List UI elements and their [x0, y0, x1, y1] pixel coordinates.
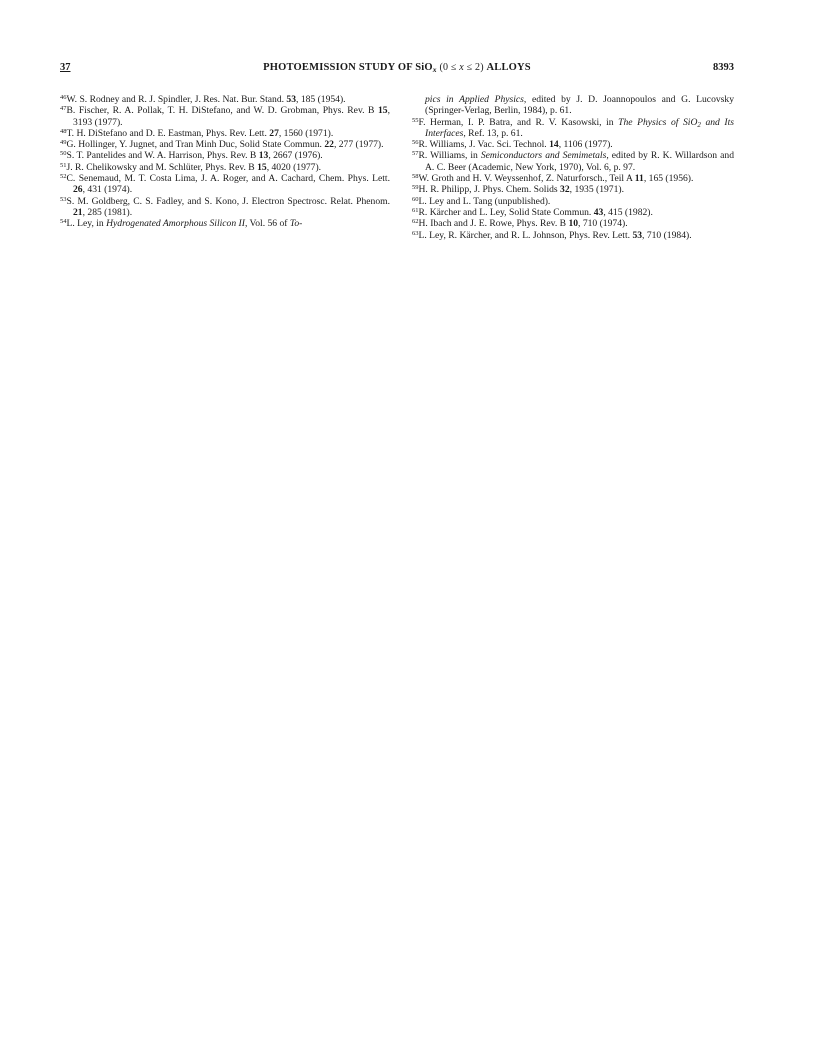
ref-text: W. Groth and H. V. Weyssenhof, Z. Naturforsch., Teil A [418, 173, 635, 185]
ref-text: L. Ley, in [66, 218, 107, 230]
ref-number: 59 [412, 184, 419, 192]
reference-54-continued [412, 94, 734, 117]
ref-text: , Ref. 13, p. 61. [463, 127, 523, 139]
ref-text: , 1106 (1977). [558, 139, 613, 151]
ref-text: , 165 (1956). [643, 173, 694, 185]
ref-text: , 185 (1954). [296, 94, 346, 105]
ref-number: 61 [412, 206, 419, 214]
title-prefix: PHOTOEMISSION STUDY OF SiO [263, 62, 433, 73]
ref-book-title-subscript: 2 [697, 120, 701, 129]
ref-text: , 1560 (1971). [278, 127, 334, 139]
reference-60 [412, 196, 734, 207]
ref-number: 55 [412, 116, 419, 124]
ref-number: 60 [412, 195, 419, 203]
reference-59 [412, 184, 734, 195]
ref-volume: 13 [258, 150, 269, 162]
ref-series-title: To- [289, 218, 303, 230]
ref-number: 52 [60, 173, 67, 181]
ref-text: L. Ley, R. Kärcher, and R. L. Johnson, Phys. Rev. Lett. [418, 229, 633, 241]
ref-volume: 11 [634, 173, 644, 185]
ref-number: 51 [60, 161, 67, 169]
title-condition [437, 62, 487, 73]
ref-number: 57 [412, 150, 419, 158]
ref-text: C. Senemaud, M. T. Costa Lima, J. A. Roger, and A. Cachard, Chem. Phys. Lett. [66, 173, 390, 185]
ref-volume: 10 [568, 218, 579, 230]
ref-volume: 22 [324, 139, 334, 151]
ref-volume: 27 [269, 127, 279, 139]
ref-book-title-part: The Physics of SiO [618, 116, 698, 128]
ref-number: 58 [412, 173, 419, 181]
ref-number: 62 [412, 218, 419, 226]
ref-volume: 14 [549, 139, 559, 151]
ref-text: R. Williams, in [418, 150, 481, 162]
reference-52 [60, 173, 390, 196]
ref-text: , 285 (1981). [82, 206, 133, 218]
reference-47 [60, 105, 390, 128]
reference-49 [60, 139, 390, 150]
ref-text: H. R. Philipp, J. Phys. Chem. Solids [418, 184, 561, 196]
ref-number: 56 [412, 139, 419, 147]
ref-book-title-part: and Its Interfaces [425, 116, 735, 139]
ref-volume: 53 [286, 94, 297, 105]
reference-50 [60, 150, 390, 161]
ref-text: S. M. Goldberg, C. S. Fadley, and S. Kono, J. Electron Spectrosc. Relat. Phenom. [66, 195, 390, 207]
running-header [60, 62, 734, 78]
ref-text: B. Fischer, R. A. Pollak, T. H. DiStefano, and W. D. Grobman, Phys. Rev. B [66, 105, 378, 117]
ref-volume: 15 [378, 105, 388, 117]
ref-text: , 415 (1982). [603, 206, 653, 218]
volume-number: 37 [60, 62, 71, 73]
ref-text: , 3193 (1977). [73, 105, 390, 128]
page-number: 8393 [713, 62, 734, 73]
ref-text: R. Kärcher and L. Ley, Solid State Commun. [418, 206, 594, 218]
ref-volume: 53 [632, 229, 643, 241]
ref-volume: 43 [593, 206, 604, 218]
ref-number: 47 [60, 105, 67, 113]
title-subscript: x [432, 65, 437, 74]
ref-text: , 277 (1977). [333, 139, 384, 151]
reference-46 [60, 94, 390, 105]
ref-text: F. Herman, I. P. Batra, and R. V. Kasowski, in [418, 116, 619, 128]
running-title [60, 62, 734, 74]
ref-volume: 15 [257, 161, 267, 173]
reference-53 [60, 196, 390, 219]
ref-text: , edited by J. D. Joannopoulos and G. Lucovsky (Springer-Verlag, Berlin, 1984), p. 61. [425, 94, 734, 117]
reference-61 [412, 207, 734, 218]
ref-text: L. Ley and L. Tang (unpublished). [418, 195, 551, 207]
ref-text: J. R. Chelikowsky and M. Schlüter, Phys. Rev. B [66, 161, 258, 173]
reference-48 [60, 128, 390, 139]
references-right-column [412, 94, 734, 241]
ref-book-title: Semiconductors and Semimetals [480, 150, 607, 162]
reference-62 [412, 218, 734, 229]
ref-series-title: pics in Applied Physics [425, 94, 524, 105]
ref-text: , 710 (1974). [578, 218, 628, 230]
ref-number: 49 [60, 139, 67, 147]
ref-number: 53 [60, 195, 67, 203]
ref-text: , 4020 (1977). [266, 161, 322, 173]
references-left-column [60, 94, 390, 230]
ref-book-title: Hydrogenated Amorphous Silicon II [106, 218, 245, 230]
reference-55 [412, 117, 734, 140]
ref-text: S. T. Pantelides and W. A. Harrison, Phys. Rev. B [66, 150, 259, 162]
ref-text: W. S. Rodney and R. J. Spindler, J. Res. Nat. Bur. Stand. [66, 94, 287, 105]
ref-number: 48 [60, 127, 67, 135]
ref-text: , 1935 (1971). [569, 184, 624, 196]
ref-number: 46 [60, 94, 67, 101]
ref-text: , Vol. 56 of [244, 218, 290, 230]
title-condition-close: ≤ 2) [463, 62, 487, 73]
title-suffix: ALLOYS [486, 62, 531, 73]
ref-number: 63 [412, 229, 419, 237]
reference-56 [412, 139, 734, 150]
title-condition-open: (0 ≤ [436, 62, 460, 73]
ref-text: , 710 (1984). [642, 229, 692, 241]
reference-63 [412, 230, 734, 241]
ref-text: T. H. DiStefano and D. E. Eastman, Phys. Rev. Lett. [66, 127, 270, 139]
ref-text: R. Williams, J. Vac. Sci. Technol. [418, 139, 550, 151]
ref-text: , 431 (1974). [82, 184, 133, 196]
ref-text: , 2667 (1976). [268, 150, 323, 162]
ref-number: 50 [60, 150, 67, 158]
reference-54 [60, 218, 390, 229]
reference-58 [412, 173, 734, 184]
ref-text: G. Hollinger, Y. Jugnet, and Tran Minh Duc, Solid State Commun. [66, 139, 325, 151]
title-condition-var: x [459, 62, 464, 73]
ref-text: , edited by R. K. Willardson and A. C. Beer (Academic, New York, 1970), Vol. 6, p. 97. [425, 150, 734, 173]
ref-volume: 26 [73, 184, 83, 196]
ref-text: H. Ibach and J. E. Rowe, Phys. Rev. B [418, 218, 569, 230]
ref-volume: 32 [560, 184, 570, 196]
reference-51 [60, 162, 390, 173]
ref-volume: 21 [73, 206, 83, 218]
ref-number: 54 [60, 218, 67, 226]
reference-57 [412, 150, 734, 173]
